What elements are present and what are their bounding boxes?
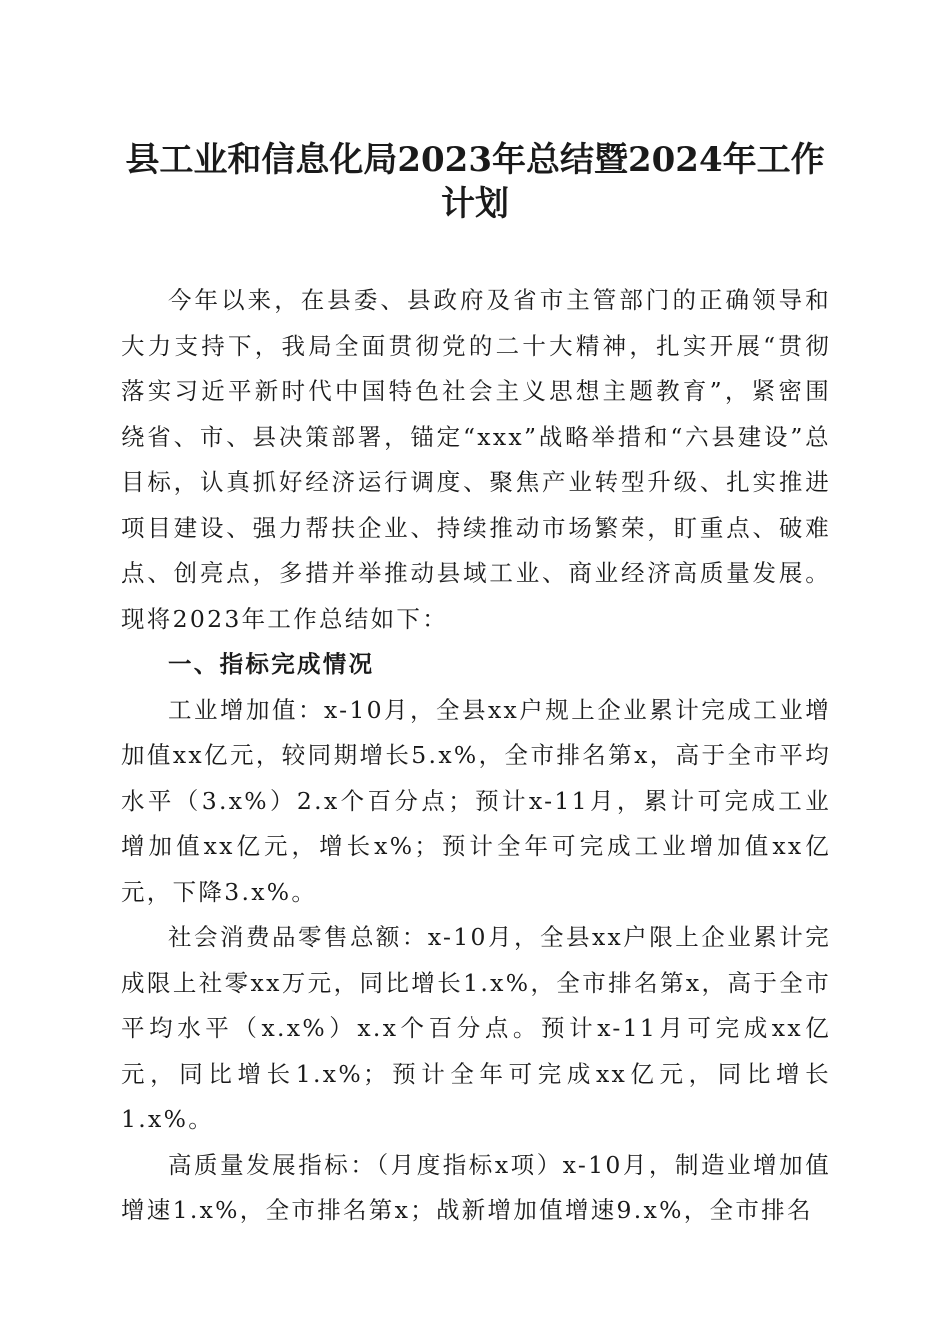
- document-title: [110, 138, 840, 226]
- section-heading-indicators: 一、指标完成情况: [168, 650, 375, 678]
- document-body: [121, 278, 831, 1234]
- industry-value-paragraph: 工业增加值：x-10月，全县xx户规上企业累计完成工业增加值xx亿元，较同期增长5.x%，全市排名第x，高于全市平均水平（3.x%）2.x个百分点；预计x-11月，累计可完成工业增加值xx亿元，增长x%；预计全年可完成工业增加值xx亿元，下降3.x%。: [121, 695, 831, 906]
- intro-paragraph: 今年以来，在县委、县政府及省市主管部门的正确领导和大力支持下，我局全面贯彻党的二十大精神，扎实开展“贯彻落实习近平新时代中国特色社会主义思想主题教育”，紧密围绕省、市、县决策部署，锚定“xxx”战略举措和“六县建设”总目标，认真抓好经济运行调度、聚焦产业转型升级、扎实推进项目建设、强力帮扶企业、持续推动市场繁荣，盯重点、破难点、创亮点，多措并举推动县域工业、商业经济高质量发展。现将2023年工作总结如下：: [121, 286, 831, 633]
- retail-sales-paragraph: 社会消费品零售总额：x-10月，全县xx户限上企业累计完成限上社零xx万元，同比增长1.x%，全市排名第x，高于全市平均水平（x.x%）x.x个百分点。预计x-11月可完成xx亿元，同比增长1.x%；预计全年可完成xx亿元，同比增长1.x%。: [121, 923, 831, 1133]
- title-line-1: 县工业和信息化局2023年总结暨2024年工作: [125, 140, 825, 180]
- title-line-2: 计划: [441, 184, 509, 224]
- quality-indicators-paragraph: 高质量发展指标：（月度指标x项）x-10月，制造业增加值增速1.x%，全市排名第x；战新增加值增速9.x%，全市排名: [121, 1150, 831, 1224]
